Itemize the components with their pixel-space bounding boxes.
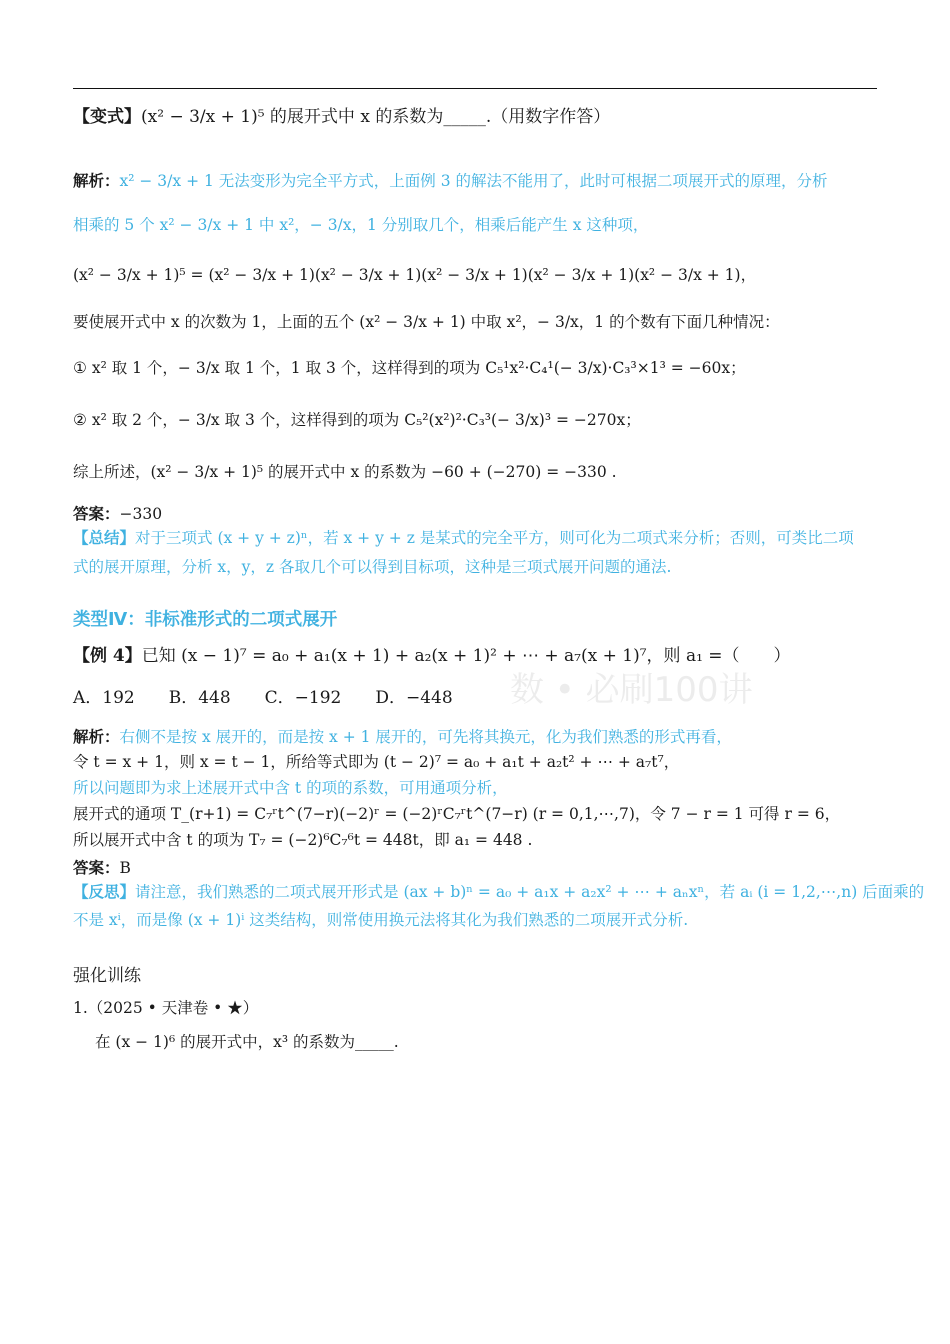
solution2-line1: [73, 726, 732, 748]
solution2-line2: 令 t = x + 1，则 x = t − 1，所给等式即为 (t − 2)⁷ = a₀ + a₁t + a₂t² + ⋯ + a₇t⁷，: [73, 753, 680, 771]
top-rule: [73, 88, 877, 89]
solution2-line4: 展开式的通项 T_(r+1) = C₇ʳt^(7−r)(−2)ʳ = (−2)ʳC₇ʳt^(7−r) (r = 0,1,⋯,7)，令 7 − r = 1 可得 r = 6，: [73, 805, 841, 823]
solution2-label: 解析：: [73, 727, 120, 746]
solution1-line4: 要使展开式中 x 的次数为 1，上面的五个 (x² − 3/x + 1) 中取 x²，− 3/x，1 的个数有下面几种情况：: [73, 313, 780, 331]
summary-label: 【总结】: [73, 528, 136, 547]
solution2-line3: 所以问题即为求上述展开式中含 t 的项的系数，可用通项分析，: [73, 779, 508, 797]
reflection-text1: 请注意，我们熟悉的二项式展开形式是 (ax + b)ⁿ = a₀ + a₁x + a₂x² + ⋯ + aₙxⁿ，若 aᵢ (i = 1,2,⋯,n) 后面乘的: [135, 883, 925, 901]
solution2-line5: 所以展开式中含 t 的项为 T₇ = (−2)⁶C₇⁶t = 448t，即 a₁ = 448 .: [73, 831, 533, 849]
example4-question: [73, 645, 791, 667]
example4-text: 已知 (x − 1)⁷ = a₀ + a₁(x + 1) + a₂(x + 1)² + ⋯ + a₇(x + 1)⁷，则 a₁ =（ ）: [141, 646, 791, 666]
solution1-label: 解析：: [73, 171, 120, 190]
answer2-value: B: [119, 859, 131, 877]
solution1-text1: x² − 3/x + 1 无法变形为完全平方式，上面例 3 的解法不能用了，此时可根据二项展开式的原理，分析: [119, 172, 828, 190]
type4-heading: 类型Ⅳ：非标准形式的二项式展开: [73, 610, 338, 630]
solution2-text1: 右侧不是按 x 展开的，而是按 x + 1 展开的，可先将其换元，化为我们熟悉的形式再看，: [119, 728, 732, 746]
solution1-line2: 相乘的 5 个 x² − 3/x + 1 中 x²，− 3/x，1 分别取几个，相乘后能产生 x 这种项，: [73, 216, 649, 234]
answer1-label: 答案：: [73, 504, 120, 523]
solution1-line1: [73, 170, 828, 192]
reflection-line2: 不是 xⁱ，而是像 (x + 1)ⁱ 这类结构，则常使用换元法将其化为我们熟悉的二项展开式分析.: [73, 911, 689, 929]
training-item1-label: 1.（2025 • 天津卷 • ★）: [73, 999, 259, 1017]
reflection-line1: [73, 881, 924, 903]
summary-line2: 式的展开原理，分析 x，y，z 各取几个可以得到目标项，这种是三项式展开问题的通法.: [73, 558, 672, 576]
solution1-case1: ① x² 取 1 个，− 3/x 取 1 个，1 取 3 个，这样得到的项为 C₅¹x²·C₄¹(− 3/x)·C₃³×1³ = −60x；: [73, 359, 746, 377]
summary-text1: 对于三项式 (x + y + z)ⁿ，若 x + y + z 是某式的完全平方，则可化为二项式来分析；否则，可类比二项: [135, 529, 854, 547]
solution2-answer: [73, 857, 131, 879]
answer1-value: −330: [119, 505, 163, 523]
training-item1-question: 在 (x − 1)⁶ 的展开式中，x³ 的系数为_____.: [95, 1033, 399, 1051]
watermark: 数 • 必刷100讲: [510, 670, 753, 710]
solution1-case2: ② x² 取 2 个，− 3/x 取 3 个，这样得到的项为 C₅²(x²)²·C₃³(− 3/x)³ = −270x；: [73, 411, 641, 429]
example4-options: A．192 B．448 C．−192 D．−448: [73, 688, 453, 708]
summary-line1: [73, 527, 854, 549]
training-heading: 强化训练: [73, 966, 141, 986]
solution1-line3: (x² − 3/x + 1)⁵ = (x² − 3/x + 1)(x² − 3/x + 1)(x² − 3/x + 1)(x² − 3/x + 1)(x² − 3/x + 1)，: [73, 266, 757, 284]
reflection-label: 【反思】: [73, 882, 136, 901]
variant-question: (x² − 3/x + 1)⁵ 的展开式中 x 的系数为_____.（用数字作答）: [141, 107, 611, 127]
variant-problem: [73, 106, 610, 128]
variant-label: 【变式】: [73, 107, 141, 127]
solution1-summary: 综上所述，(x² − 3/x + 1)⁵ 的展开式中 x 的系数为 −60 + (−270) = −330 .: [73, 463, 617, 481]
solution1-answer: [73, 503, 162, 525]
answer2-label: 答案：: [73, 858, 120, 877]
example4-label: 【例 4】: [73, 646, 142, 666]
